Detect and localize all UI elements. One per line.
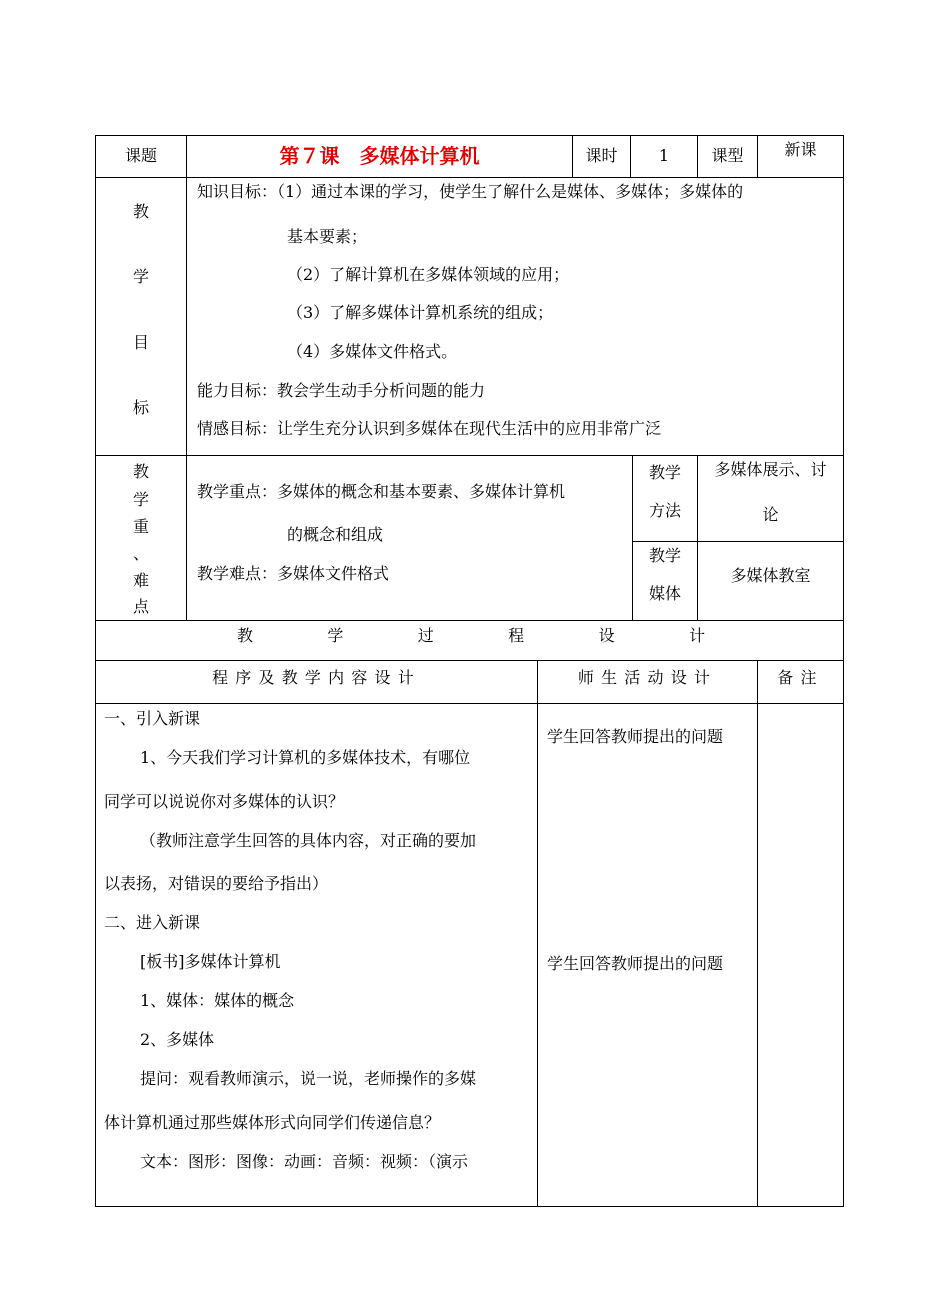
notes-column-header: 备注 — [777, 668, 824, 687]
teaching-focus: 教学重点：多媒体的概念和基本要素、多媒体计算机 — [197, 482, 566, 501]
type-value: 新课 — [784, 140, 817, 159]
lesson-title: 第７课 多媒体计算机 — [279, 144, 480, 168]
teaching-difficulty: 教学难点：多媒体文件格式 — [197, 564, 390, 583]
student-activity: 学生回答教师提出的问题 — [547, 727, 724, 746]
method-label: 教学 — [648, 463, 681, 482]
hours-value: 1 — [658, 146, 670, 165]
content-column-header: 程序及教学内容设计 — [212, 668, 421, 687]
knowledge-objective-line: 基本要素； — [287, 227, 368, 246]
knowledge-objective-line: （4）多媒体文件格式。 — [287, 342, 458, 361]
emotion-objective: 情感目标：让学生充分认识到多媒体在现代生活中的应用非常广泛 — [197, 419, 662, 438]
media-label: 媒体 — [648, 584, 681, 603]
media-value: 多媒体教室 — [730, 566, 811, 585]
teaching-focus-cont: 的概念和组成 — [287, 525, 384, 544]
method-label: 方法 — [648, 501, 681, 520]
process-banner: 教 学 过 程 设 计 — [237, 626, 705, 645]
content-line: 文本：图形：图像：动画：音频：视频：（演示 — [140, 1152, 469, 1171]
student-activity: 学生回答教师提出的问题 — [547, 954, 724, 973]
content-line: [板书]多媒体计算机 — [140, 952, 281, 971]
method-value: 论 — [762, 505, 779, 524]
content-line: 同学可以说说你对多媒体的认识？ — [104, 792, 345, 811]
activity-column-header: 师生活动设计 — [577, 668, 718, 687]
content-line: 1、今天我们学习计算机的多媒体技术，有哪位 — [140, 748, 471, 767]
type-label: 课型 — [711, 146, 744, 165]
content-line: （教师注意学生回答的具体内容，对正确的要加 — [140, 831, 477, 850]
hours-label: 课时 — [585, 146, 618, 165]
content-line: 提问：观看教师演示，说一说，老师操作的多媒 — [140, 1069, 477, 1088]
topic-label: 课题 — [124, 146, 157, 165]
content-line: 二、进入新课 — [104, 913, 201, 932]
knowledge-objective-line: 知识目标：（1）通过本课的学习，使学生了解什么是媒体、多媒体；多媒体的 — [197, 182, 744, 201]
knowledge-objective-line: （3）了解多媒体计算机系统的组成； — [287, 303, 554, 322]
content-line: 体计算机通过那些媒体形式向同学们传递信息？ — [104, 1113, 441, 1132]
content-line: 一、引入新课 — [104, 709, 201, 728]
method-value: 多媒体展示、讨 — [714, 460, 827, 479]
media-label: 教学 — [648, 546, 681, 565]
content-line: 2、多媒体 — [140, 1030, 215, 1049]
content-line: 1、媒体：媒体的概念 — [140, 991, 295, 1010]
ability-objective: 能力目标：教会学生动手分析问题的能力 — [197, 381, 486, 400]
knowledge-objective-line: （2）了解计算机在多媒体领域的应用； — [287, 265, 570, 284]
content-line: 以表扬，对错误的要给予指出） — [104, 874, 329, 893]
